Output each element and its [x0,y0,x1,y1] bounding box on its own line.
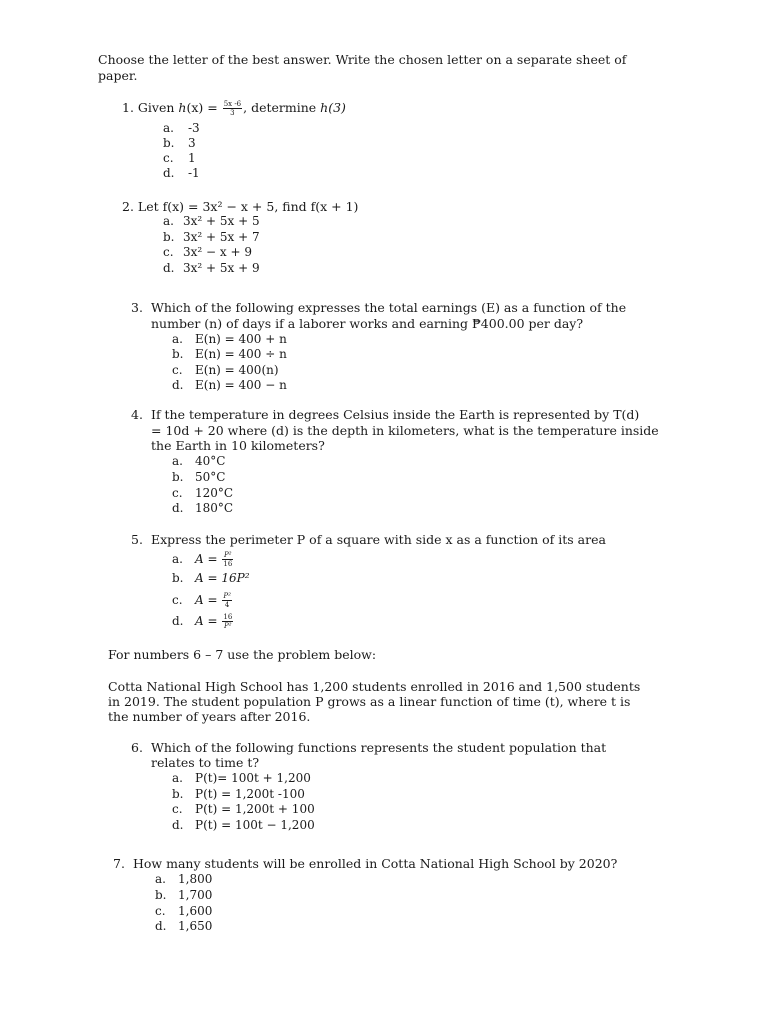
question-1-number: 1. [122,100,134,115]
instructions-line-1: Choose the letter of the best answer. Write the chosen letter on a separate sheet of [98,52,627,67]
question-6-option-b[interactable]: b. P(t) = 1,200t -100 [172,787,305,801]
question-2-option-d[interactable]: d. 3x² + 5x + 9 [163,261,260,275]
question-3-number: 3. [131,300,143,315]
question-2-number: 2. [122,199,134,214]
question-5-number: 5. [131,532,143,547]
question-5-option-b[interactable]: b. A = 16P² [172,571,250,585]
question-5-option-a[interactable]: a. A = $\frac{\text{P²}}{16}$ [172,551,233,568]
question-6-option-c[interactable]: c. P(t) = 1,200t + 100 [172,802,315,816]
question-6-stem-line-2: relates to time t? [151,755,260,770]
problem-line-1: Cotta National High School has 1,200 students enrolled in 2016 and 1,500 students [108,679,641,694]
question-4-number: 4. [131,407,143,422]
question-5-option-d-fraction: $\frac{16}{\text{P²}}$ [223,613,233,630]
question-3-option-c[interactable]: c. E(n) = 400(n) [172,363,279,377]
question-3-option-a[interactable]: a. E(n) = 400 + n [172,332,287,346]
question-5-option-d[interactable]: d. A = $\frac{16}{\text{P²}}$ [172,613,233,630]
question-5-option-c-fraction: $\frac{\text{P²}}{4}$ [223,592,231,609]
question-4-option-c[interactable]: c. 120°C [172,486,234,500]
problem-line-3: the number of years after 2016. [108,709,311,724]
question-4-option-d[interactable]: d. 180°C [172,501,234,515]
question-5-option-a-fraction: $\frac{\text{P²}}{16}$ [223,551,233,568]
question-7-option-a[interactable]: a. 1,800 [155,872,213,886]
question-4-option-a[interactable]: a. 40°C [172,454,226,468]
question-1-option-b[interactable]: b. 3 [163,136,196,150]
question-1-option-d[interactable]: d. -1 [163,166,200,180]
question-4-stem-line-2: = 10d + 20 where (d) is the depth in kilometers, what is the temperature inside [151,423,659,438]
question-1-option-a[interactable]: a. -3 [163,121,200,135]
question-3-option-d[interactable]: d. E(n) = 400 − n [172,378,287,392]
group-note: For numbers 6 – 7 use the problem below: [108,647,377,662]
question-5-option-c[interactable]: c. A = $\frac{\text{P²}}{4}$ [172,592,231,609]
question-4-option-b[interactable]: b. 50°C [172,470,226,484]
question-6-option-d[interactable]: d. P(t) = 100t − 1,200 [172,818,315,832]
question-2-option-a[interactable]: a. 3x² + 5x + 5 [163,214,260,228]
question-2-option-b[interactable]: b. 3x² + 5x + 7 [163,230,260,244]
question-4-stem-line-3: the Earth in 10 kilometers? [151,438,325,453]
question-3-stem-line-2: number (n) of days if a laborer works and earning ₱400.00 per day? [151,316,584,331]
question-1-stem: 1. Given h(x) = $\frac{5x -6}{3}$ , determine h(3) [122,100,346,117]
question-3-option-b[interactable]: b. E(n) = 400 ÷ n [172,347,287,361]
question-7-stem: 7. How many students will be enrolled in Cotta National High School by 2020? [113,856,618,871]
question-7-number: 7. [113,856,125,871]
question-1-fraction: $\frac{5x -6}{3}$ [223,100,242,117]
question-1-option-c[interactable]: c. 1 [163,151,196,165]
instructions-line-2: paper. [98,68,138,83]
question-7-option-d[interactable]: d. 1,650 [155,919,213,933]
question-5-stem: 5. Express the perimeter P of a square with side x as a function of its area [131,532,606,547]
question-6-stem-line-1: 6. Which of the following functions represents the student population that [131,740,607,755]
question-2-option-c[interactable]: c. 3x² − x + 9 [163,245,252,259]
question-7-option-c[interactable]: c. 1,600 [155,904,213,918]
question-1-given: Given [137,100,179,115]
question-7-option-b[interactable]: b. 1,700 [155,888,213,902]
question-3-stem-line-1: 3. Which of the following expresses the total earnings (E) as a function of the [131,300,627,315]
question-4-stem-line-1: 4. If the temperature in degrees Celsius inside the Earth is represented by T(d) [131,407,640,422]
question-6-number: 6. [131,740,143,755]
question-6-option-a[interactable]: a. P(t)= 100t + 1,200 [172,771,311,785]
problem-line-2: in 2019. The student population P grows as a linear function of time (t), where t is [108,694,631,709]
question-2-stem: 2. Let f(x) = 3x² − x + 5, find f(x + 1) [122,199,359,214]
